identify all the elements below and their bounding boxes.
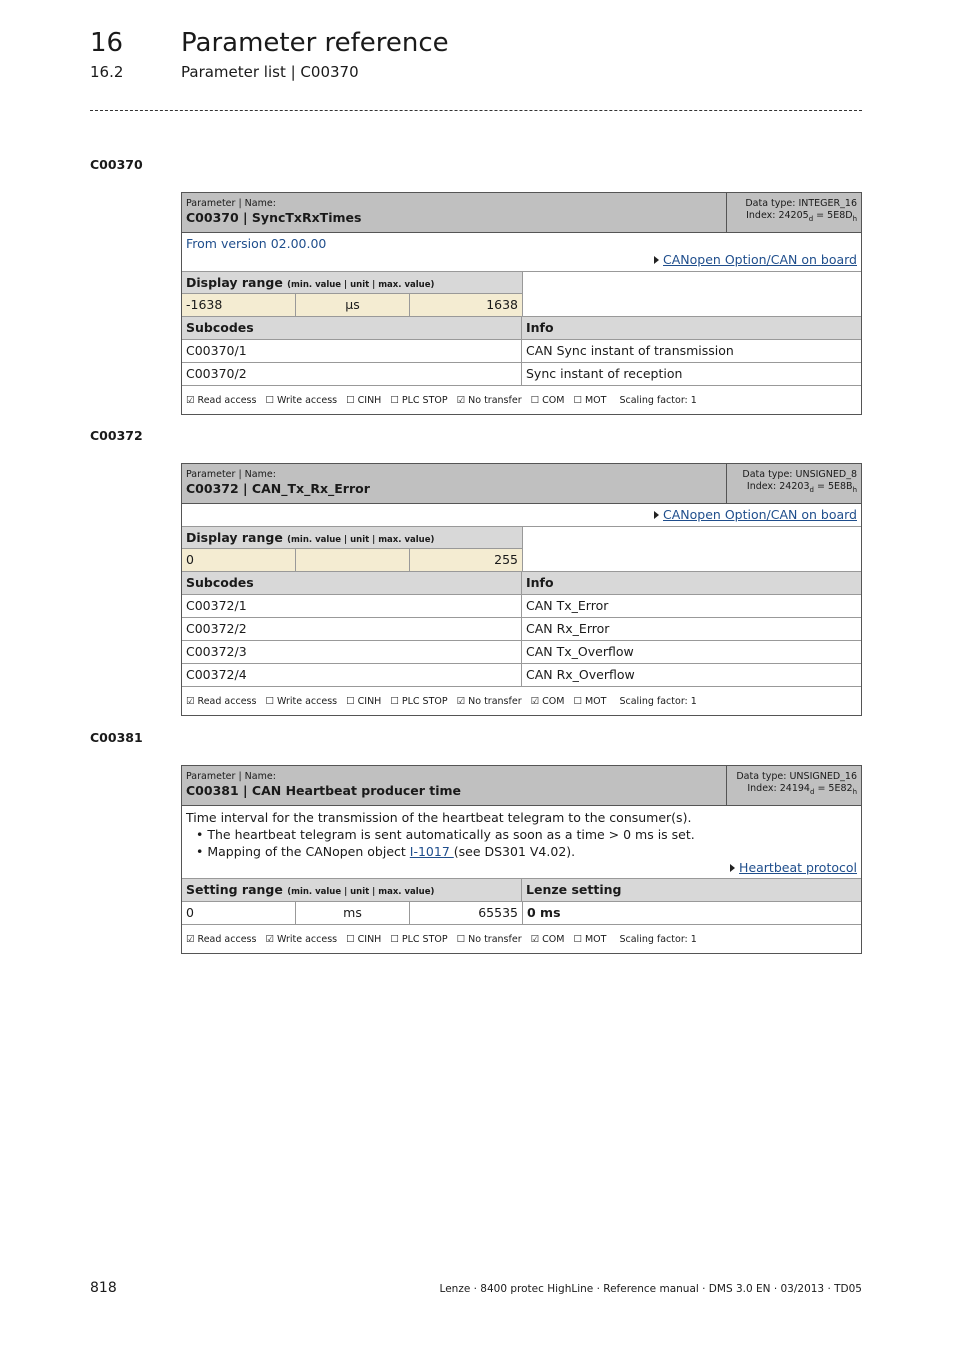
access-flags: ☑ Read access ☐ Write access ☐ CINH ☐ PLC STOP ☑ No transfer ☐ COM ☐ MOT Scaling factor: 1 <box>186 394 697 406</box>
param-header-label: Parameter | Name: <box>186 771 276 782</box>
section-title: Parameter list | C00370 <box>181 63 359 81</box>
data-type: Data type: UNSIGNED_8 <box>742 469 857 480</box>
subcodes-header: Subcodes <box>182 317 522 339</box>
range-max: 255 <box>410 549 522 571</box>
page-number: 818 <box>90 1280 117 1296</box>
link-arrow-icon <box>654 511 659 519</box>
table-row: C00370/1 CAN Sync instant of transmission <box>182 340 861 363</box>
chapter-title: Parameter reference <box>181 28 449 58</box>
param-table-c00370 <box>181 192 862 415</box>
index: Index: $24203_d = 5E8B_h$ <box>746 481 857 494</box>
access-flags: ☑ Read access ☐ Write access ☐ CINH ☐ PLC STOP ☑ No transfer ☑ COM ☐ MOT Scaling factor: 1 <box>186 695 697 707</box>
subcodes-header: Subcodes <box>182 572 522 594</box>
index: Index: $24205_d = 5E8D_h$ <box>746 210 857 223</box>
data-type: Data type: UNSIGNED_16 <box>736 771 857 782</box>
section-heading-c00370: C00370 <box>90 157 143 172</box>
setting-range-header: Setting range (min. value | unit | max. value) <box>182 879 522 901</box>
section-heading-c00381: C00381 <box>90 730 143 745</box>
lenze-setting-header: Lenze setting <box>522 879 861 901</box>
index: Index: $24194_d = 5E82_h$ <box>747 783 857 796</box>
param-header-label: Parameter | Name: <box>186 469 276 480</box>
section-heading-c00372: C00372 <box>90 428 143 443</box>
canopen-link[interactable]: CANopen Option/CAN on board <box>663 252 857 267</box>
param-name: C00381 | CAN Heartbeat producer time <box>186 783 462 798</box>
param-table-c00372 <box>181 463 862 716</box>
param-name: C00372 | CAN_Tx_Rx_Error <box>186 481 370 496</box>
range-unit: ms <box>296 902 410 924</box>
version-note: From version 02.00.00 <box>186 236 327 251</box>
canopen-link[interactable]: CANopen Option/CAN on board <box>663 507 857 522</box>
bullet-1: • The heartbeat telegram is sent automatically as soon as a time > 0 ms is set. <box>196 827 695 842</box>
param-header <box>182 766 861 806</box>
table-row: C00372/2 CAN Rx_Error <box>182 618 861 641</box>
range-min: 0 <box>182 902 296 924</box>
footer-text: Lenze · 8400 protec HighLine · Reference manual · DMS 3.0 EN · 03/2013 · TD05 <box>439 1283 862 1295</box>
param-table-c00381 <box>181 765 862 954</box>
link-arrow-icon <box>654 256 659 264</box>
heartbeat-link[interactable]: Heartbeat protocol <box>739 860 857 875</box>
table-row: C00372/1 CAN Tx_Error <box>182 595 861 618</box>
link-arrow-icon <box>730 864 735 872</box>
range-min: -1638 <box>182 294 296 316</box>
object-link[interactable]: I-1017 <box>409 844 454 859</box>
range-max: 65535 <box>478 905 518 920</box>
table-row: C00370/2 Sync instant of reception <box>182 363 861 386</box>
display-range-header: Display range (min. value | unit | max. value) <box>182 272 522 294</box>
access-flags: ☑ Read access ☑ Write access ☐ CINH ☐ PLC STOP ☐ No transfer ☑ COM ☐ MOT Scaling factor: 1 <box>186 933 697 945</box>
range-min: 0 <box>182 549 296 571</box>
range-max: 1638 <box>410 294 522 316</box>
lenze-setting-value: 0 ms <box>527 905 561 920</box>
range-unit: µs <box>296 294 410 316</box>
range-unit <box>296 549 410 571</box>
info-header: Info <box>522 572 861 594</box>
display-range-header: Display range (min. value | unit | max. value) <box>182 527 522 549</box>
info-header: Info <box>522 317 861 339</box>
data-type: Data type: INTEGER_16 <box>745 198 857 209</box>
bullet-2: • Mapping of the CANopen object I-1017 (see DS301 V4.02). <box>196 844 576 859</box>
chapter-number: 16 <box>90 28 124 58</box>
description: Time interval for the transmission of the heartbeat telegram to the consumer(s). <box>186 810 692 825</box>
table-row: C00372/3 CAN Tx_Overflow <box>182 641 861 664</box>
section-number: 16.2 <box>90 63 124 81</box>
param-header <box>182 193 861 233</box>
param-header <box>182 464 861 504</box>
param-header-label: Parameter | Name: <box>186 198 276 209</box>
param-name: C00370 | SyncTxRxTimes <box>186 210 362 225</box>
dashed-divider <box>90 110 862 111</box>
table-row: C00372/4 CAN Rx_Overflow <box>182 664 861 687</box>
